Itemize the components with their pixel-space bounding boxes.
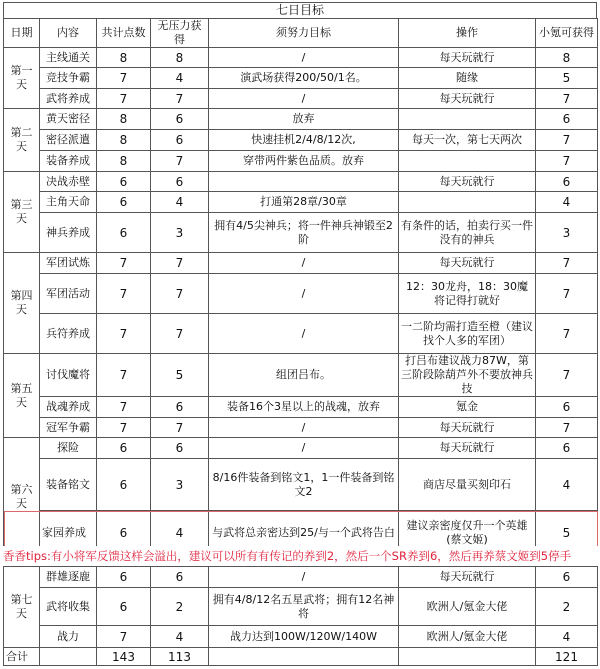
day-label: 第四天 <box>4 253 40 354</box>
row-easy: 4 <box>151 68 209 89</box>
row-target: 穿带两件紫色品质。放弃 <box>209 151 399 172</box>
row-spend: 5 <box>536 511 598 556</box>
row-easy: 8 <box>151 48 209 68</box>
row-target: 组团吕布。 <box>209 354 399 397</box>
row-total: 8 <box>97 151 151 172</box>
row-spend: 4 <box>536 626 598 648</box>
day-label: 第一天 <box>4 48 40 109</box>
header-easy-gain: 无压力获得 <box>151 19 209 48</box>
row-content: 决战赤壁 <box>40 172 97 192</box>
row-target: 拥有4/5尖神兵；将一件神兵神锻至2阶 <box>209 213 399 253</box>
row-easy: 7 <box>151 418 209 438</box>
row-total: 7 <box>97 354 151 397</box>
row-total: 6 <box>97 511 151 556</box>
row-target <box>209 172 399 192</box>
table-row <box>4 213 598 253</box>
row-total: 7 <box>97 89 151 109</box>
row-spend: 6 <box>536 172 598 192</box>
row-content: 战魂养成 <box>40 397 97 418</box>
row-total: 6 <box>97 172 151 192</box>
row-spend: 7 <box>536 354 598 397</box>
row-total: 7 <box>97 626 151 648</box>
row-operation: 欧洲人/氪金大佬 <box>399 588 536 626</box>
goals-table-lower <box>3 566 598 666</box>
total-spend: 121 <box>536 648 598 666</box>
row-easy: 7 <box>151 253 209 274</box>
row-total: 8 <box>97 109 151 130</box>
row-spend: 7 <box>536 89 598 109</box>
row-spend: 6 <box>536 397 598 418</box>
row-target: / <box>209 567 399 588</box>
row-content: 竞技争霸 <box>40 68 97 89</box>
row-target: 打通第28章/30章 <box>209 192 399 213</box>
row-spend: 2 <box>536 588 598 626</box>
table-row <box>4 192 598 213</box>
total-row <box>4 648 598 666</box>
row-easy: 2 <box>151 588 209 626</box>
row-spend: 6 <box>536 438 598 459</box>
total-empty <box>399 648 536 666</box>
row-spend: 5 <box>536 68 598 89</box>
table-row <box>4 418 598 438</box>
row-total: 7 <box>97 397 151 418</box>
row-content: 装备养成 <box>40 151 97 172</box>
table-row <box>4 626 598 648</box>
row-easy: 7 <box>151 314 209 354</box>
tip-note: 香香tips:有小将军反馈这样会溢出，建议可以所有有传记的养到2，然后一个SR养到6，然后再养蔡文姬到5停手 <box>3 546 600 566</box>
row-easy: 6 <box>151 397 209 418</box>
row-operation: 随缘 <box>399 68 536 89</box>
row-target: 装备16个3星以上的战魂，放弃 <box>209 397 399 418</box>
table-row <box>4 48 598 68</box>
row-spend: 7 <box>536 274 598 314</box>
row-easy: 7 <box>151 89 209 109</box>
table-row <box>4 397 598 418</box>
table-row <box>4 151 598 172</box>
row-easy: 6 <box>151 109 209 130</box>
row-easy: 3 <box>151 459 209 511</box>
row-spend: 7 <box>536 253 598 274</box>
table-row <box>4 68 598 89</box>
day-label: 第三天 <box>4 172 40 253</box>
row-target: / <box>209 438 399 459</box>
header-operation: 操作 <box>399 19 536 48</box>
row-operation <box>399 109 536 130</box>
row-target: 战力达到100W/120W/140W <box>209 626 399 648</box>
row-target: 快速挂机2/4/8/12次, <box>209 130 399 151</box>
row-content: 武将养成 <box>40 89 97 109</box>
row-operation: 每天玩就行 <box>399 253 536 274</box>
row-target: / <box>209 48 399 68</box>
row-target: / <box>209 253 399 274</box>
total-easy: 113 <box>151 648 209 666</box>
row-total: 7 <box>97 314 151 354</box>
header-light-spend: 小氪可获得 <box>536 19 598 48</box>
table-row <box>4 172 598 192</box>
row-operation <box>399 192 536 213</box>
table-row <box>4 109 598 130</box>
row-total: 7 <box>97 418 151 438</box>
row-spend: 4 <box>536 192 598 213</box>
row-content: 探险 <box>40 438 97 459</box>
row-operation: 每天玩就行 <box>399 567 536 588</box>
row-operation: 一二阶均需打造至橙（建议找个人多的军团） <box>399 314 536 354</box>
row-spend: 7 <box>536 418 598 438</box>
row-operation: 建议亲密度仅升一个英雄(蔡文姬) <box>399 511 536 556</box>
row-spend: 7 <box>536 130 598 151</box>
goals-table-upper <box>3 18 598 556</box>
row-total: 8 <box>97 130 151 151</box>
table-row <box>4 253 598 274</box>
row-easy: 6 <box>151 130 209 151</box>
row-operation: 有条件的话，拍卖行买一件没有的神兵 <box>399 213 536 253</box>
row-total: 6 <box>97 192 151 213</box>
row-operation: 每天玩就行 <box>399 89 536 109</box>
row-operation: 氪金 <box>399 397 536 418</box>
row-target: 放弃 <box>209 109 399 130</box>
row-operation: 每天玩就行 <box>399 438 536 459</box>
row-content: 家园养成 <box>40 511 97 556</box>
row-spend: 4 <box>536 459 598 511</box>
row-content: 黄天密径 <box>40 109 97 130</box>
table-row <box>4 354 598 397</box>
row-operation: 欧洲人/氪金大佬 <box>399 626 536 648</box>
row-target: 演武场获得200/50/1名。 <box>209 68 399 89</box>
row-spend: 6 <box>536 109 598 130</box>
row-target: / <box>209 274 399 314</box>
table-row <box>4 438 598 459</box>
row-easy: 6 <box>151 438 209 459</box>
row-target: 8/16件装备到铭文1，1一件装备到铭文2 <box>209 459 399 511</box>
row-content: 主线通关 <box>40 48 97 68</box>
row-easy: 5 <box>151 354 209 397</box>
total-empty <box>40 648 97 666</box>
row-total: 6 <box>97 459 151 511</box>
row-operation: 每天玩就行 <box>399 418 536 438</box>
row-content: 装备铭文 <box>40 459 97 511</box>
row-content: 军团活动 <box>40 274 97 314</box>
row-spend: 6 <box>536 567 598 588</box>
row-total: 7 <box>97 253 151 274</box>
row-target: 与武将总亲密达到25/与一个武将告白 <box>209 511 399 556</box>
row-content: 军团试炼 <box>40 253 97 274</box>
row-content: 主角天命 <box>40 192 97 213</box>
row-operation: 打吕布建议战力87W，第三阶段除葫芦外不要放神兵技 <box>399 354 536 397</box>
row-operation <box>399 151 536 172</box>
row-content: 密径派遣 <box>40 130 97 151</box>
row-content: 神兵养成 <box>40 213 97 253</box>
row-easy: 3 <box>151 213 209 253</box>
row-total: 6 <box>97 213 151 253</box>
row-spend: 3 <box>536 213 598 253</box>
row-content: 冠军争霸 <box>40 418 97 438</box>
total-empty <box>209 648 399 666</box>
row-target: 拥有4/8/12名五星武将；拥有12名神将 <box>209 588 399 626</box>
row-spend: 8 <box>536 48 598 68</box>
row-operation: 每天玩就行 <box>399 48 536 68</box>
row-operation: 每天一次，第七天两次 <box>399 130 536 151</box>
total-label: 合计 <box>4 648 40 666</box>
row-operation: 商店尽量买刻印石 <box>399 459 536 511</box>
row-easy: 4 <box>151 511 209 556</box>
row-easy: 6 <box>151 567 209 588</box>
row-spend: 7 <box>536 314 598 354</box>
header-content: 内容 <box>40 19 97 48</box>
day-label: 第五天 <box>4 354 40 438</box>
sheet-title: 七日目标 <box>3 2 597 19</box>
row-easy: 6 <box>151 172 209 192</box>
row-operation: 12：30龙舟，18：30魔将记得打就好 <box>399 274 536 314</box>
header-date: 日期 <box>4 19 40 48</box>
row-easy: 7 <box>151 151 209 172</box>
row-spend: 7 <box>536 151 598 172</box>
header-effort-target: 须努力目标 <box>209 19 399 48</box>
table-row <box>4 130 598 151</box>
row-total: 6 <box>97 567 151 588</box>
row-content: 讨伐魔将 <box>40 354 97 397</box>
row-target: / <box>209 314 399 354</box>
day-label: 第七天 <box>4 567 40 648</box>
row-easy: 4 <box>151 626 209 648</box>
row-content: 武将收集 <box>40 588 97 626</box>
row-content: 战力 <box>40 626 97 648</box>
table-row <box>4 459 598 511</box>
table-row <box>4 274 598 314</box>
row-operation: 每天玩就行 <box>399 172 536 192</box>
total-points: 143 <box>97 648 151 666</box>
day-label: 第二天 <box>4 109 40 172</box>
row-content: 兵符养成 <box>40 314 97 354</box>
row-total: 6 <box>97 588 151 626</box>
row-easy: 7 <box>151 274 209 314</box>
table-row <box>4 89 598 109</box>
row-target: / <box>209 418 399 438</box>
row-target: / <box>209 89 399 109</box>
header-total-points: 共计点数 <box>97 19 151 48</box>
row-total: 7 <box>97 274 151 314</box>
table-row <box>4 314 598 354</box>
row-content: 群雄逐鹿 <box>40 567 97 588</box>
table-row <box>4 567 598 588</box>
row-easy: 4 <box>151 192 209 213</box>
row-total: 7 <box>97 68 151 89</box>
row-total: 8 <box>97 48 151 68</box>
row-total: 6 <box>97 438 151 459</box>
table-row <box>4 588 598 626</box>
header-row <box>4 19 598 48</box>
seven-day-goals-sheet <box>3 2 597 667</box>
day-label: 第六天 <box>4 438 40 556</box>
